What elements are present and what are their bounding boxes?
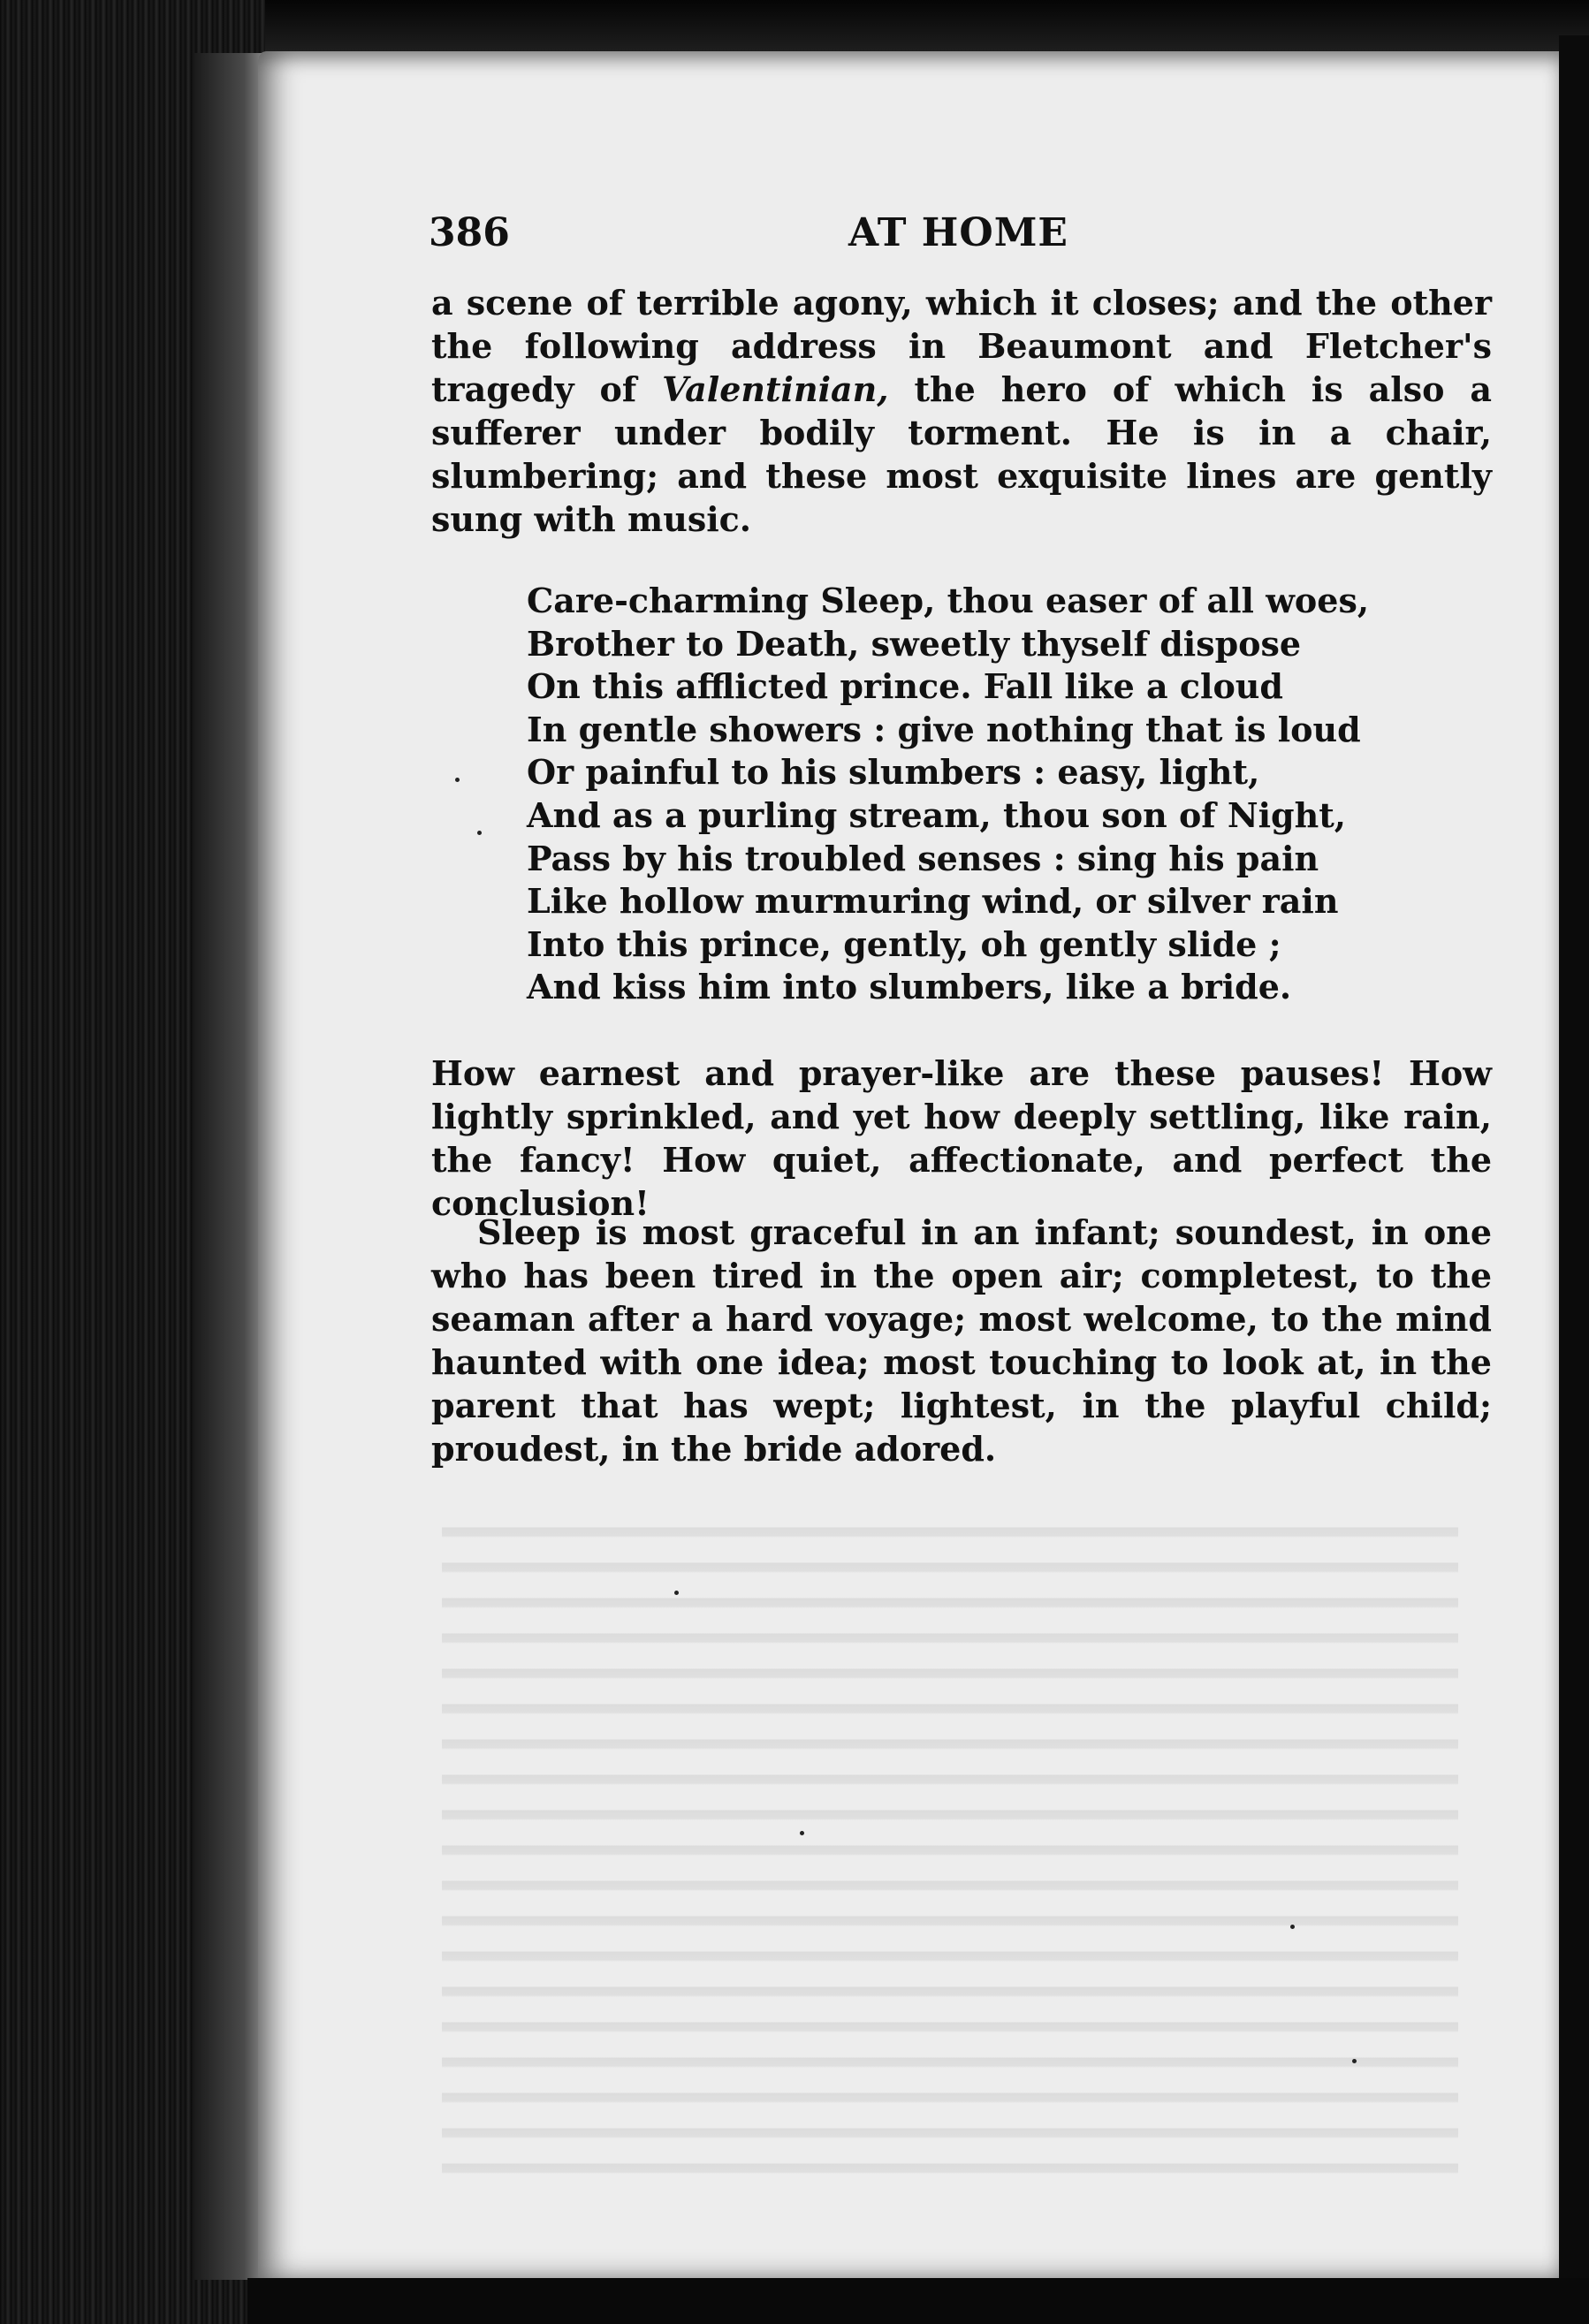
verse-line: Care-charming Sleep, thou easer of all woes,	[527, 581, 1370, 620]
right-border	[1559, 35, 1589, 2297]
ink-speck	[1352, 2059, 1357, 2063]
intro-text-lead: a scene of terrible agony, which it closes; and the other the following address in Beaumont and Fletcher's tragedy of	[431, 283, 1492, 409]
running-head: AT HOME	[848, 210, 1068, 255]
verse-line: Into this prince, gently, oh gently slide ;	[527, 923, 1281, 964]
bottom-border	[247, 2278, 1589, 2324]
verse-line: Like hollow murmuring wind, or silver rain	[527, 881, 1339, 922]
verse-line: On this afflicted prince. Fall like a cloud	[527, 666, 1283, 707]
verse-line: And kiss him into slumbers, like a bride.	[527, 967, 1292, 1007]
verse-line: Brother to Death, sweetly thyself dispose	[527, 623, 1302, 664]
paragraph-commentary: How earnest and prayer-like are these pauses! How lightly sprinkled, and yet how deeply settling, like rain, the fancy! How quiet, affectionate, and perfect the conclusion!	[431, 1053, 1492, 1223]
paragraph-sleep: Sleep is most graceful in an infant; soundest, in one who has been tired in the open air; completest, to the seaman after a hard voyage; most welcome, to the mind haunted with one idea; most touching to look at, in the parent that has wept; lightest, in the playful child; proudest, in the bride adored.	[431, 1212, 1492, 1469]
play-title: Valentinian,	[662, 369, 889, 409]
ink-speck	[674, 1591, 679, 1595]
ink-speck	[1290, 1925, 1295, 1929]
verse-block	[527, 580, 1499, 1009]
ink-speck	[800, 1831, 804, 1835]
ink-speck	[477, 831, 482, 835]
verse-line: And as a purling stream, thou son of Night,	[527, 794, 1347, 835]
verse-line: Or painful to his slumbers : easy, light,	[527, 752, 1260, 793]
paragraph-intro	[431, 281, 1492, 541]
page-number: 386	[429, 210, 510, 255]
reverse-page-show-through	[442, 1502, 1458, 2174]
verse-line: In gentle showers : give nothing that is loud	[527, 709, 1361, 749]
top-border	[265, 0, 1589, 51]
intro-text-tail: the hero of which is also a sufferer under bodily torment. He is in a chair, slumbering; and these most exquisite lines are gently sung with music.	[431, 369, 1492, 539]
verse-line: Pass by his troubled senses : sing his pain	[527, 838, 1319, 878]
page-gutter-shadow	[194, 53, 265, 2280]
ink-speck	[455, 778, 460, 782]
